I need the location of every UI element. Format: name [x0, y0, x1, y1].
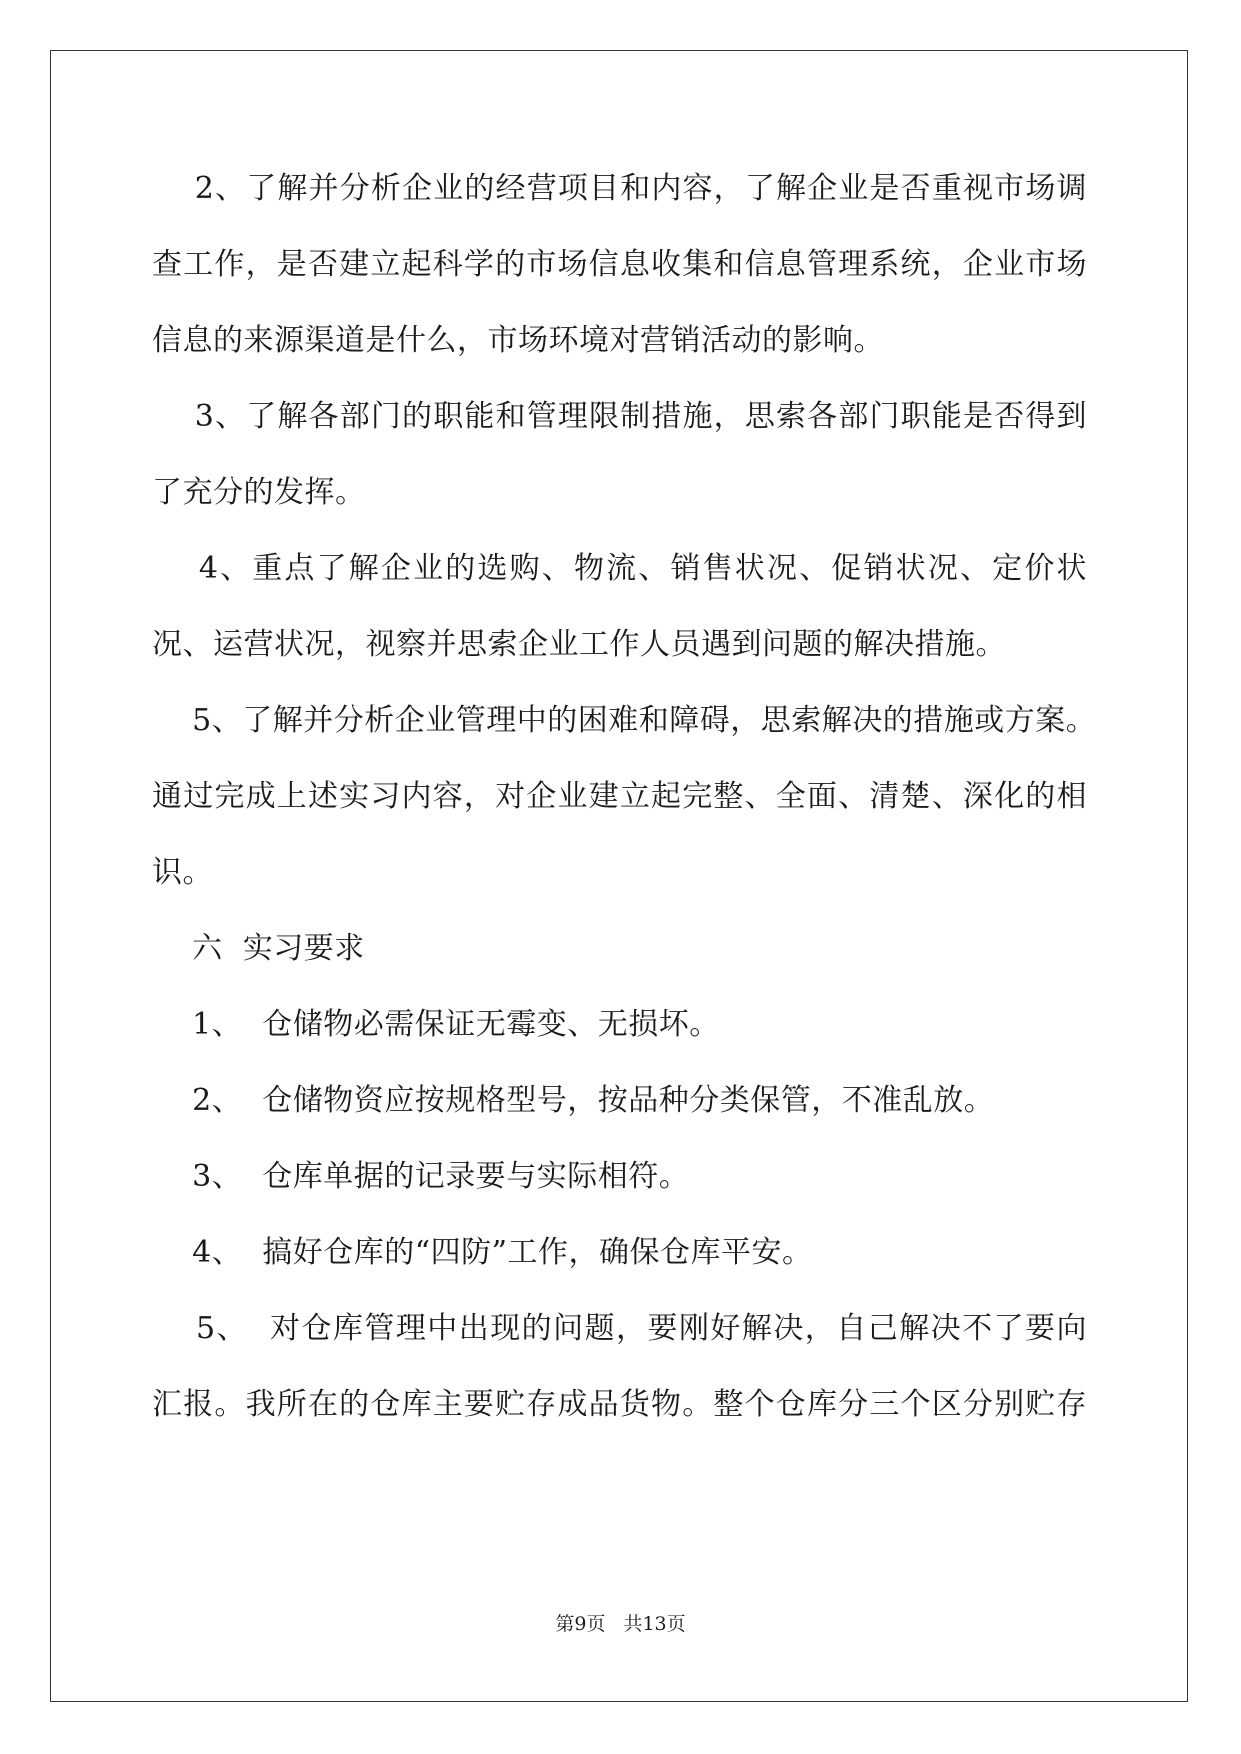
page-number: 第9页: [555, 1613, 606, 1635]
page-footer: [0, 1612, 1241, 1636]
list-item: 1、 仓储物必需保证无霉变、无损坏。: [152, 1007, 720, 1042]
text-line: 查工作，是否建立起科学的市场信息收集和信息管理系统，企业市场: [152, 247, 1087, 282]
text-line: 识。: [152, 855, 213, 890]
text-line: 通过完成上述实习内容，对企业建立起完整、全面、清楚、深化的相: [152, 779, 1087, 814]
text-line: 4、重点了解企业的选购、物流、销售状况、促销状况、定价状: [152, 551, 1087, 586]
text-line: 2、了解并分析企业的经营项目和内容，了解企业是否重视市场调: [152, 171, 1087, 206]
section-heading: 六 实习要求: [152, 931, 365, 966]
list-item: 2、 仓储物资应按规格型号，按品种分类保管，不准乱放。: [152, 1083, 995, 1118]
text-line: 5、了解并分析企业管理中的困难和障碍，思索解决的措施或方案。: [152, 703, 1097, 738]
text-line: 3、了解各部门的职能和管理限制措施，思索各部门职能是否得到: [152, 399, 1087, 434]
list-item: 5、 对仓库管理中出现的问题，要刚好解决，自己解决不了要向: [152, 1311, 1087, 1346]
list-item: 3、 仓库单据的记录要与实际相符。: [152, 1159, 690, 1194]
text-line: 况、运营状况，视察并思索企业工作人员遇到问题的解决措施。: [152, 627, 1006, 662]
page-total: 共13页: [623, 1613, 686, 1635]
text-line: 了充分的发挥。: [152, 475, 366, 510]
text-line: 信息的来源渠道是什么，市场环境对营销活动的影响。: [152, 323, 884, 358]
list-item: 4、 搞好仓库的“四防”工作，确保仓库平安。: [152, 1235, 813, 1270]
text-line: 汇报。我所在的仓库主要贮存成品货物。整个仓库分三个区分别贮存: [152, 1387, 1087, 1422]
